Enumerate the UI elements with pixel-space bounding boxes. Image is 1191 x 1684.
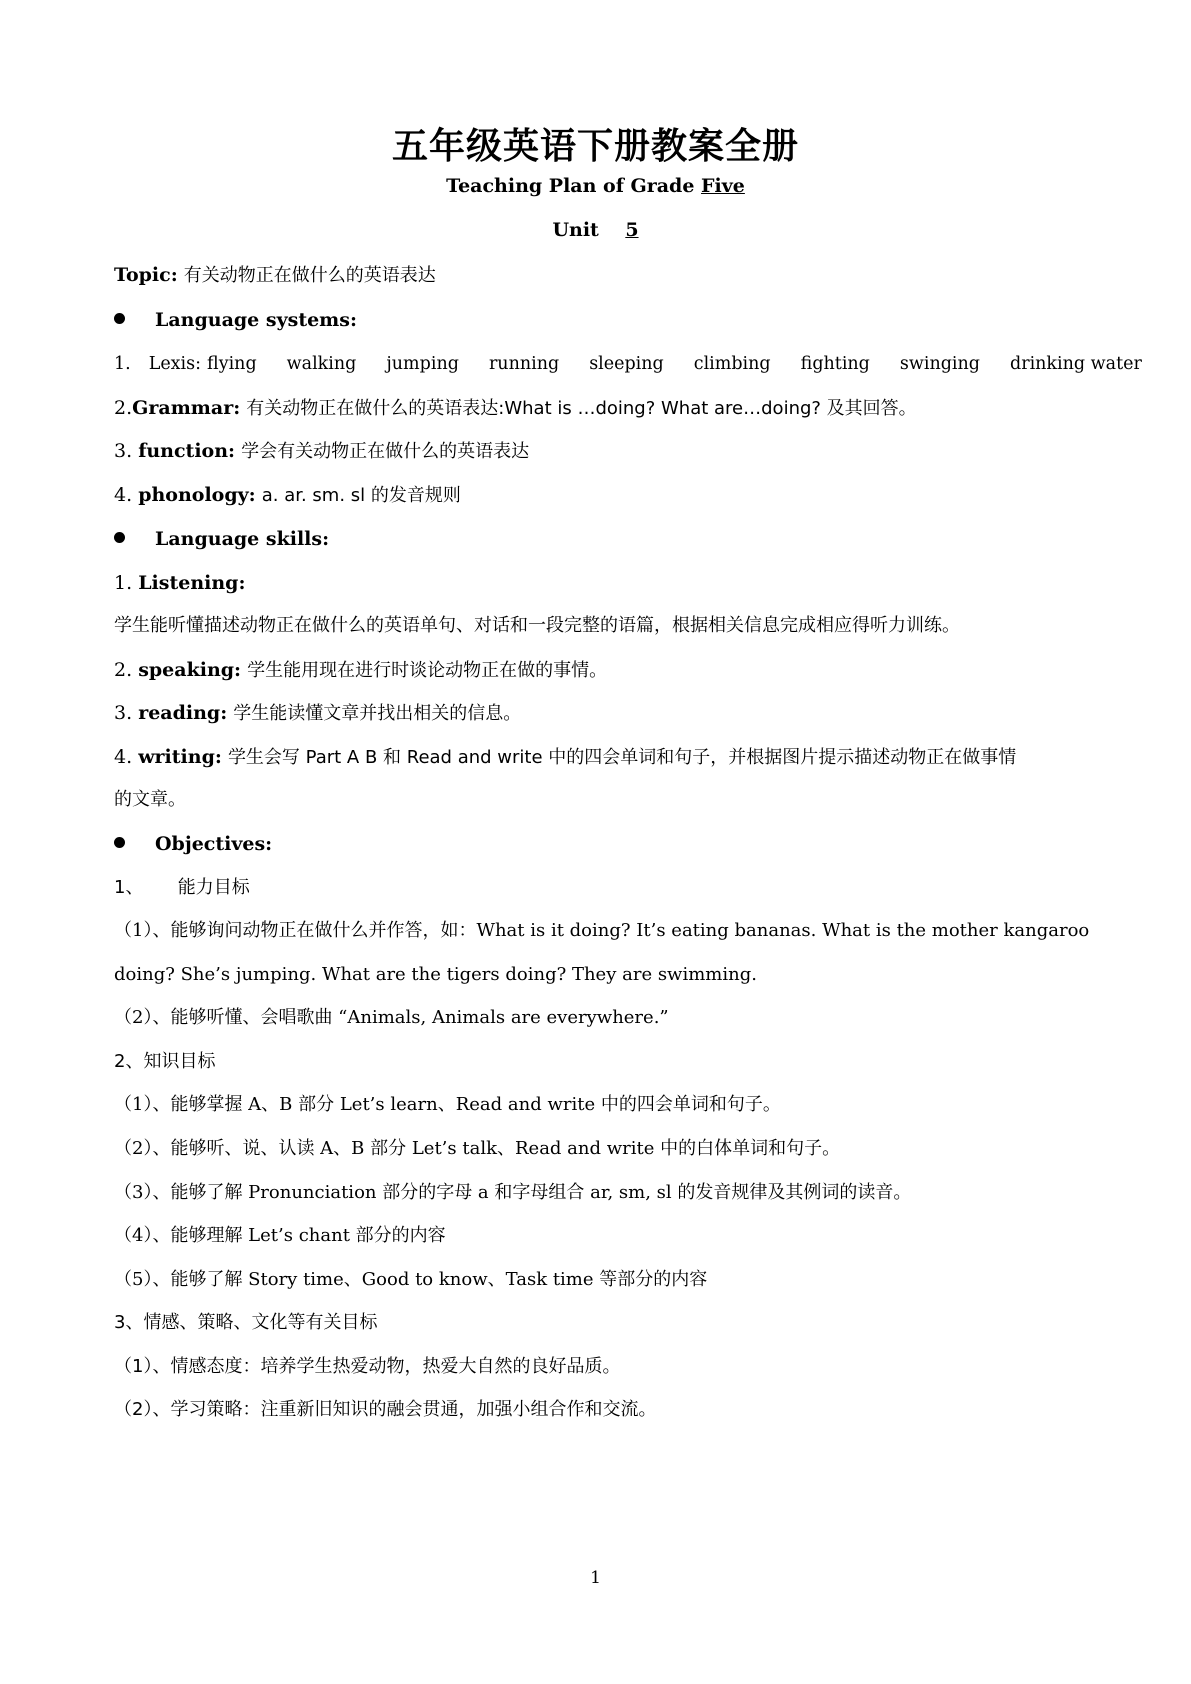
writing-line <box>114 744 1151 771</box>
function-number: 3. <box>114 440 133 462</box>
objectives-heading: Objectives: <box>114 831 1151 857</box>
function-text: 学会有关动物正在做什么的英语表达 <box>241 441 530 462</box>
listening-line <box>114 570 1151 596</box>
reading-text: 学生能读懂文章并找出相关的信息。 <box>233 703 522 724</box>
speaking-text: 学生能用现在进行时谈论动物正在做的事情。 <box>247 660 608 681</box>
knowledge-item-2: （2）、能够听、说、认读 A、B 部分 Let’s talk、Read and write 中的白体单词和句子。 <box>114 1138 841 1159</box>
reading-line <box>114 700 1151 727</box>
lexis-line <box>114 351 1151 377</box>
ability-item-1-continued: doing? She’s jumping. What are the tigers doing? They are swimming. <box>114 964 757 985</box>
ability-goal-heading: 1、 能力目标 <box>114 877 250 898</box>
listening-label: Listening: <box>138 572 246 594</box>
grammar-line <box>114 395 1151 422</box>
unit-label: Unit <box>552 219 599 241</box>
listening-number: 1. <box>114 572 133 594</box>
topic-text: 有关动物正在做什么的英语表达 <box>183 265 436 286</box>
unit-heading <box>0 219 1191 241</box>
unit-number: 5 <box>625 219 639 241</box>
reading-number: 3. <box>114 702 133 724</box>
grammar-label: Grammar: <box>132 397 241 419</box>
lexis-word: flying <box>207 354 257 374</box>
reading-label: reading: <box>138 702 228 724</box>
subtitle <box>0 175 1191 197</box>
knowledge-item-3: （3）、能够了解 Pronunciation 部分的字母 a 和字母组合 ar, sm, sl 的发音规律及其例词的读音。 <box>114 1182 912 1203</box>
writing-number: 4. <box>114 746 133 768</box>
knowledge-goal-heading: 2、知识目标 <box>114 1051 216 1072</box>
bullet-icon <box>114 532 125 543</box>
lexis-number: 1. <box>114 354 131 374</box>
speaking-label: speaking: <box>138 659 242 681</box>
knowledge-item-1: （1）、能够掌握 A、B 部分 Let’s learn、Read and write 中的四会单词和句子。 <box>114 1094 781 1115</box>
topic-line <box>114 262 1151 289</box>
grammar-number: 2. <box>114 397 133 419</box>
lexis-word: sleeping <box>589 354 664 374</box>
knowledge-item-5: （5）、能够了解 Story time、Good to know、Task time 等部分的内容 <box>114 1269 708 1290</box>
page-title: 五年级英语下册教案全册 <box>391 126 799 167</box>
phonology-line <box>114 482 1151 509</box>
writing-text-continued: 的文章。 <box>114 789 186 810</box>
language-systems-heading: Language systems: <box>114 307 1151 333</box>
knowledge-item-4: （4）、能够理解 Let’s chant 部分的内容 <box>114 1225 446 1246</box>
emotion-item-2: （2）、学习策略：注重新旧知识的融会贯通，加强小组合作和交流。 <box>114 1399 657 1420</box>
lexis-label: Lexis: <box>148 354 202 374</box>
writing-text: 学生会写 Part A B 和 Read and write 中的四会单词和句子，并根据图片提示描述动物正在做事情 <box>227 747 1017 768</box>
lexis-word: swinging <box>899 354 980 374</box>
lexis-word: jumping <box>386 354 459 374</box>
lexis-word: running <box>488 354 560 374</box>
lexis-word: walking <box>286 354 357 374</box>
emotion-goal-heading: 3、情感、策略、文化等有关目标 <box>114 1312 378 1333</box>
page-number: 1 <box>590 1568 601 1588</box>
writing-label: writing: <box>138 746 222 768</box>
function-line <box>114 438 1151 465</box>
lexis-word: climbing <box>693 354 771 374</box>
subtitle-prefix: Teaching Plan of Grade <box>446 175 702 197</box>
subtitle-grade: Five <box>701 175 745 197</box>
grammar-text: 有关动物正在做什么的英语表达:What is …doing? What are…doing? 及其回答。 <box>246 398 917 419</box>
bullet-icon <box>114 313 125 324</box>
lexis-word: fighting <box>800 354 870 374</box>
ability-item-1: （1）、能够询问动物正在做什么并作答，如：What is it doing? It’s eating bananas. What is the mother kangaroo <box>114 920 1090 941</box>
emotion-item-1: （1）、情感态度：培养学生热爱动物，热爱大自然的良好品质。 <box>114 1356 621 1377</box>
listening-text: 学生能听懂描述动物正在做什么的英语单句、对话和一段完整的语篇，根据相关信息完成相应得听力训练。 <box>114 615 960 636</box>
phonology-label: phonology: <box>138 484 256 506</box>
bullet-icon <box>114 837 125 848</box>
phonology-text: a. ar. sm. sl 的发音规则 <box>261 485 461 506</box>
lexis-word: drinking water <box>1010 354 1142 374</box>
function-label: function: <box>138 440 236 462</box>
topic-label: Topic: <box>114 264 178 286</box>
phonology-number: 4. <box>114 484 133 506</box>
language-skills-heading: Language skills: <box>114 526 1151 552</box>
ability-item-2: （2）、能够听懂、会唱歌曲 “Animals, Animals are everywhere.” <box>114 1007 669 1028</box>
speaking-line <box>114 657 1151 684</box>
speaking-number: 2. <box>114 659 133 681</box>
